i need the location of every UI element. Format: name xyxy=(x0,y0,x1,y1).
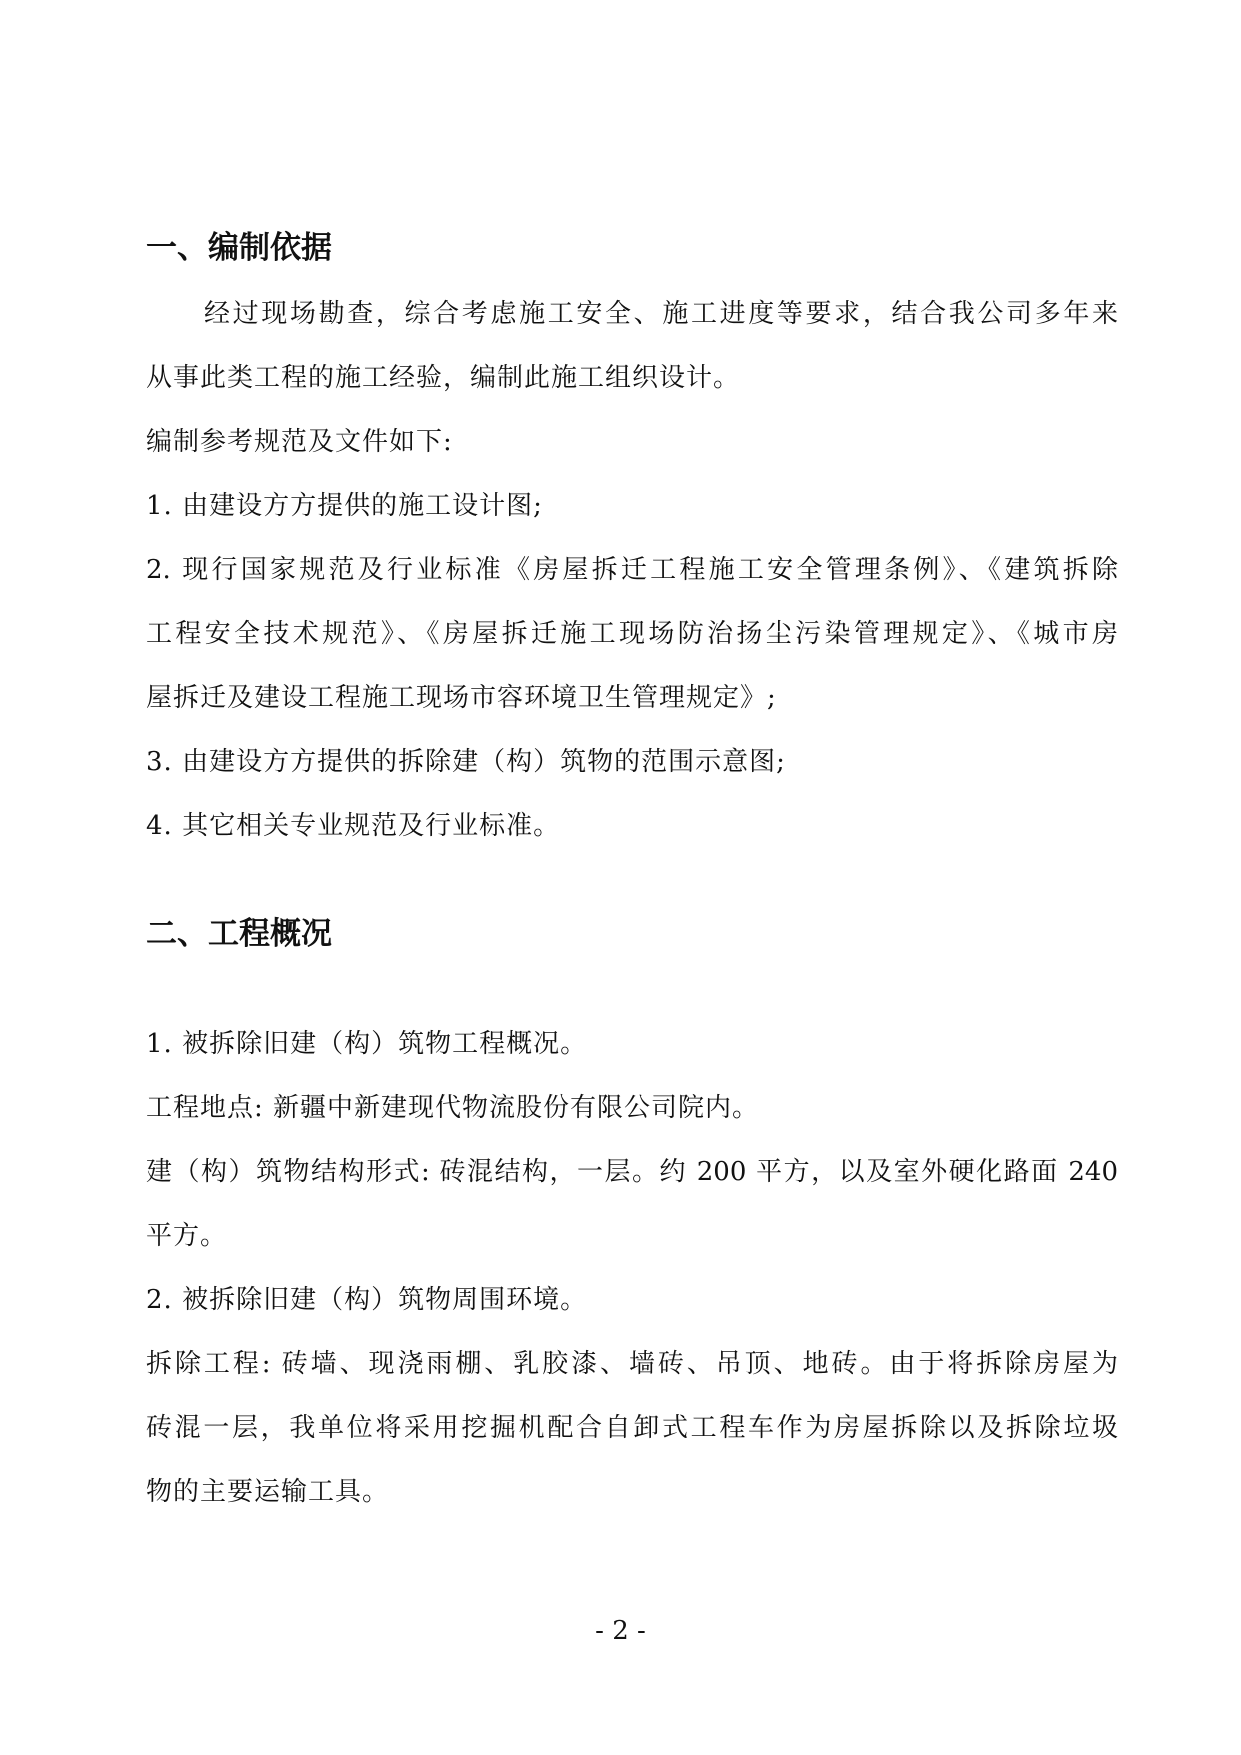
paragraph-line: 拆除工程: 砖墙、现浇雨棚、乳胶漆、墙砖、吊顶、地砖。由于将拆除房屋为 xyxy=(146,1349,1118,1379)
page-number: - 2 - xyxy=(595,1616,646,1646)
paragraph-line: 砖混一层，我单位将采用挖掘机配合自卸式工程车作为房屋拆除以及拆除垃圾 xyxy=(146,1413,1118,1443)
sub-heading: 1. 被拆除旧建（构）筑物工程概况。 xyxy=(146,1029,588,1059)
list-item-continuation: 工程安全技术规范》、《房屋拆迁施工现场防治扬尘污染管理规定》、《城市房 xyxy=(146,619,1118,649)
paragraph-line: 平方。 xyxy=(146,1221,228,1251)
paragraph-line: 工程地点: 新疆中新建现代物流股份有限公司院内。 xyxy=(146,1093,760,1123)
paragraph-line: 编制参考规范及文件如下: xyxy=(146,427,453,457)
list-item-continuation: 屋拆迁及建设工程施工现场市容环境卫生管理规定》; xyxy=(146,683,777,713)
list-item: 3. 由建设方方提供的拆除建（构）筑物的范围示意图; xyxy=(146,747,786,777)
section-heading-basis: 一、编制依据 xyxy=(146,230,332,266)
paragraph-line: 从事此类工程的施工经验，编制此施工组织设计。 xyxy=(146,363,741,393)
section-heading-overview: 二、工程概况 xyxy=(146,916,332,952)
paragraph-line: 建（构）筑物结构形式: 砖混结构，一层。约 200 平方，以及室外硬化路面 240 xyxy=(146,1157,1118,1187)
list-item: 2. 现行国家规范及行业标准《房屋拆迁工程施工安全管理条例》、《建筑拆除 xyxy=(146,555,1118,585)
list-item: 1. 由建设方方提供的施工设计图; xyxy=(146,491,543,521)
sub-heading: 2. 被拆除旧建（构）筑物周围环境。 xyxy=(146,1285,588,1315)
list-item: 4. 其它相关专业规范及行业标准。 xyxy=(146,811,561,841)
paragraph-line: 经过现场勘查，综合考虑施工安全、施工进度等要求，结合我公司多年来 xyxy=(204,299,1118,329)
paragraph-line: 物的主要运输工具。 xyxy=(146,1477,390,1507)
